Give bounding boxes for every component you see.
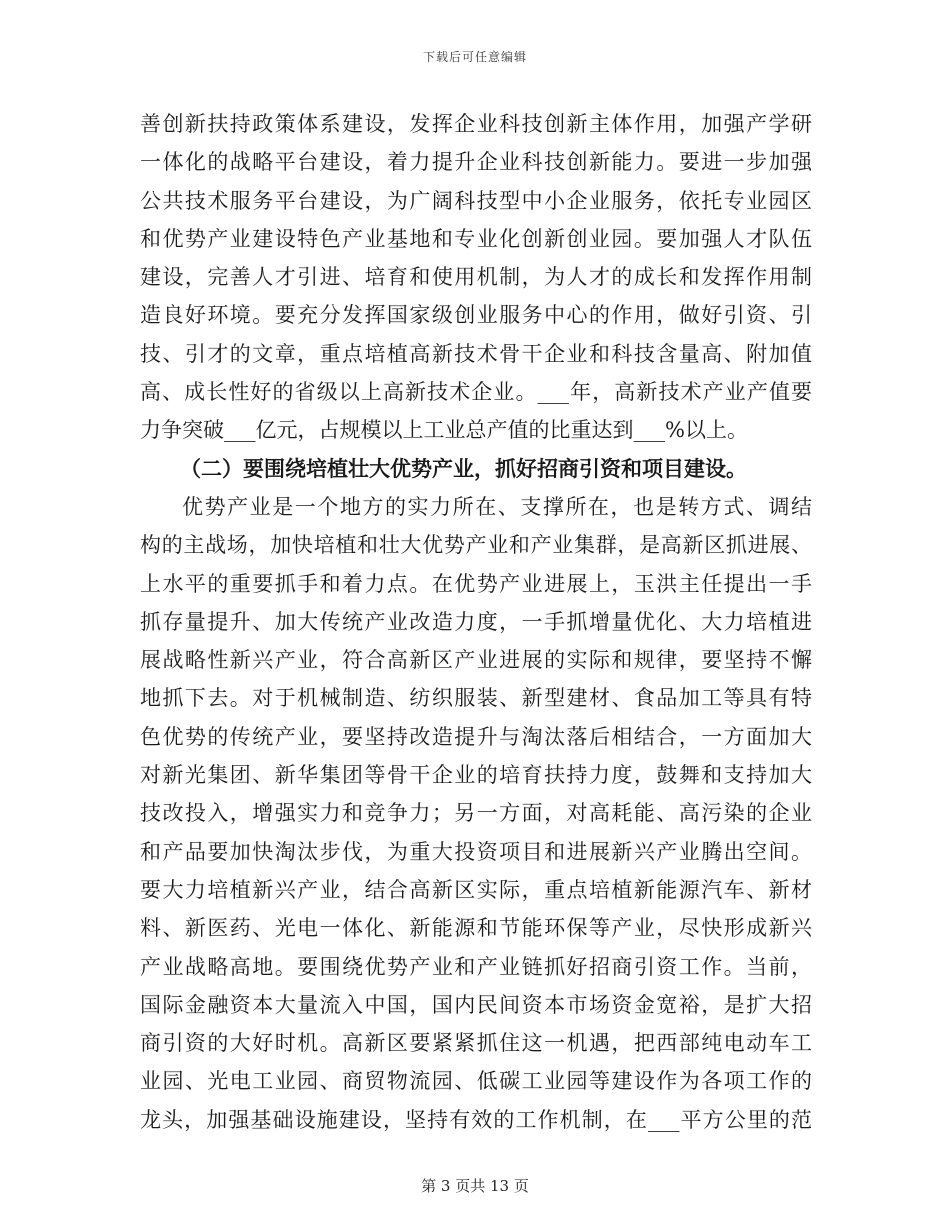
text-line: 和产品要加快淘汰步伐，为重大投资项目和进展新兴产业腾出空间。 bbox=[140, 839, 812, 864]
text-line: 对新光集团、新华集团等骨干企业的培育扶持力度，鼓舞和支持加大 bbox=[140, 763, 812, 788]
paragraph-first-line: 优势产业是一个地方的实力所在、支撑所在，也是转方式、调结 bbox=[182, 494, 812, 519]
text-line: 料、新医药、光电一体化、新能源和节能环保等产业，尽快形成新兴 bbox=[140, 916, 812, 941]
page-number: 第 3 页共 13 页 bbox=[421, 1177, 529, 1195]
text-line: 技、引才的文章，重点培植高新技术骨干企业和科技含量高、附加值 bbox=[140, 341, 812, 366]
text-line: 龙头，加强基础设施建设，坚持有效的工作机制，在___平方公里的范 bbox=[140, 1107, 812, 1132]
text-line: 力争突破___亿元，占规模以上工业总产值的比重达到___%以上。 bbox=[140, 418, 748, 443]
text-line: 国际金融资本大量流入中国，国内民间资本市场资金宽裕，是扩大招 bbox=[140, 992, 812, 1017]
text-line: 公共技术服务平台建设，为广阔科技型中小企业服务，依托专业园区 bbox=[140, 188, 812, 213]
text-line: 技改投入，增强实力和竞争力；另一方面，对高耗能、高污染的企业 bbox=[140, 801, 812, 826]
document-body bbox=[140, 105, 812, 1139]
text-line: 和优势产业建设特色产业基地和专业化创新创业园。要加强人才队伍 bbox=[140, 226, 812, 251]
section-heading: （二）要围绕培植壮大优势产业，抓好招商引资和项目建设。 bbox=[180, 455, 747, 481]
text-line: 建设，完善人才引进、培育和使用机制，为人才的成长和发挥作用制 bbox=[140, 265, 812, 290]
page-header: 下载后可任意编辑 bbox=[422, 50, 527, 64]
text-line: 地抓下去。对于机械制造、纺织服装、新型建材、食品加工等具有特 bbox=[140, 686, 812, 711]
text-line: 产业战略高地。要围绕优势产业和产业链抓好招商引资工作。当前， bbox=[140, 954, 812, 979]
text-line: 构的主战场，加快培植和壮大优势产业和产业集群，是高新区抓进展、 bbox=[140, 533, 812, 558]
text-line: 色优势的传统产业，要坚持改造提升与淘汰落后相结合，一方面加大 bbox=[140, 724, 812, 749]
text-line: 善创新扶持政策体系建设，发挥企业科技创新主体作用，加强产学研 bbox=[140, 112, 812, 136]
text-line: 上水平的重要抓手和着力点。在优势产业进展上，玉洪主任提出一手 bbox=[140, 571, 812, 596]
text-line: 造良好环境。要充分发挥国家级创业服务中心的作用，做好引资、引 bbox=[140, 303, 812, 328]
text-line: 要大力培植新兴产业，结合高新区实际，重点培植新能源汽车、新材 bbox=[140, 877, 812, 902]
text-line: 展战略性新兴产业，符合高新区产业进展的实际和规律，要坚持不懈 bbox=[140, 648, 812, 673]
text-line: 高、成长性好的省级以上高新技术企业。___年，高新技术产业产值要 bbox=[140, 380, 812, 405]
text-line: 抓存量提升、加大传统产业改造力度，一手抓增量优化、大力培植进 bbox=[140, 609, 812, 634]
text-line: 一体化的战略平台建设，着力提升企业科技创新能力。要进一步加强 bbox=[140, 150, 812, 175]
text-line: 商引资的大好时机。高新区要紧紧抓住这一机遇，把西部纯电动车工 bbox=[140, 1031, 812, 1056]
text-line: 业园、光电工业园、商贸物流园、低碳工业园等建设作为各项工作的 bbox=[140, 1069, 812, 1094]
